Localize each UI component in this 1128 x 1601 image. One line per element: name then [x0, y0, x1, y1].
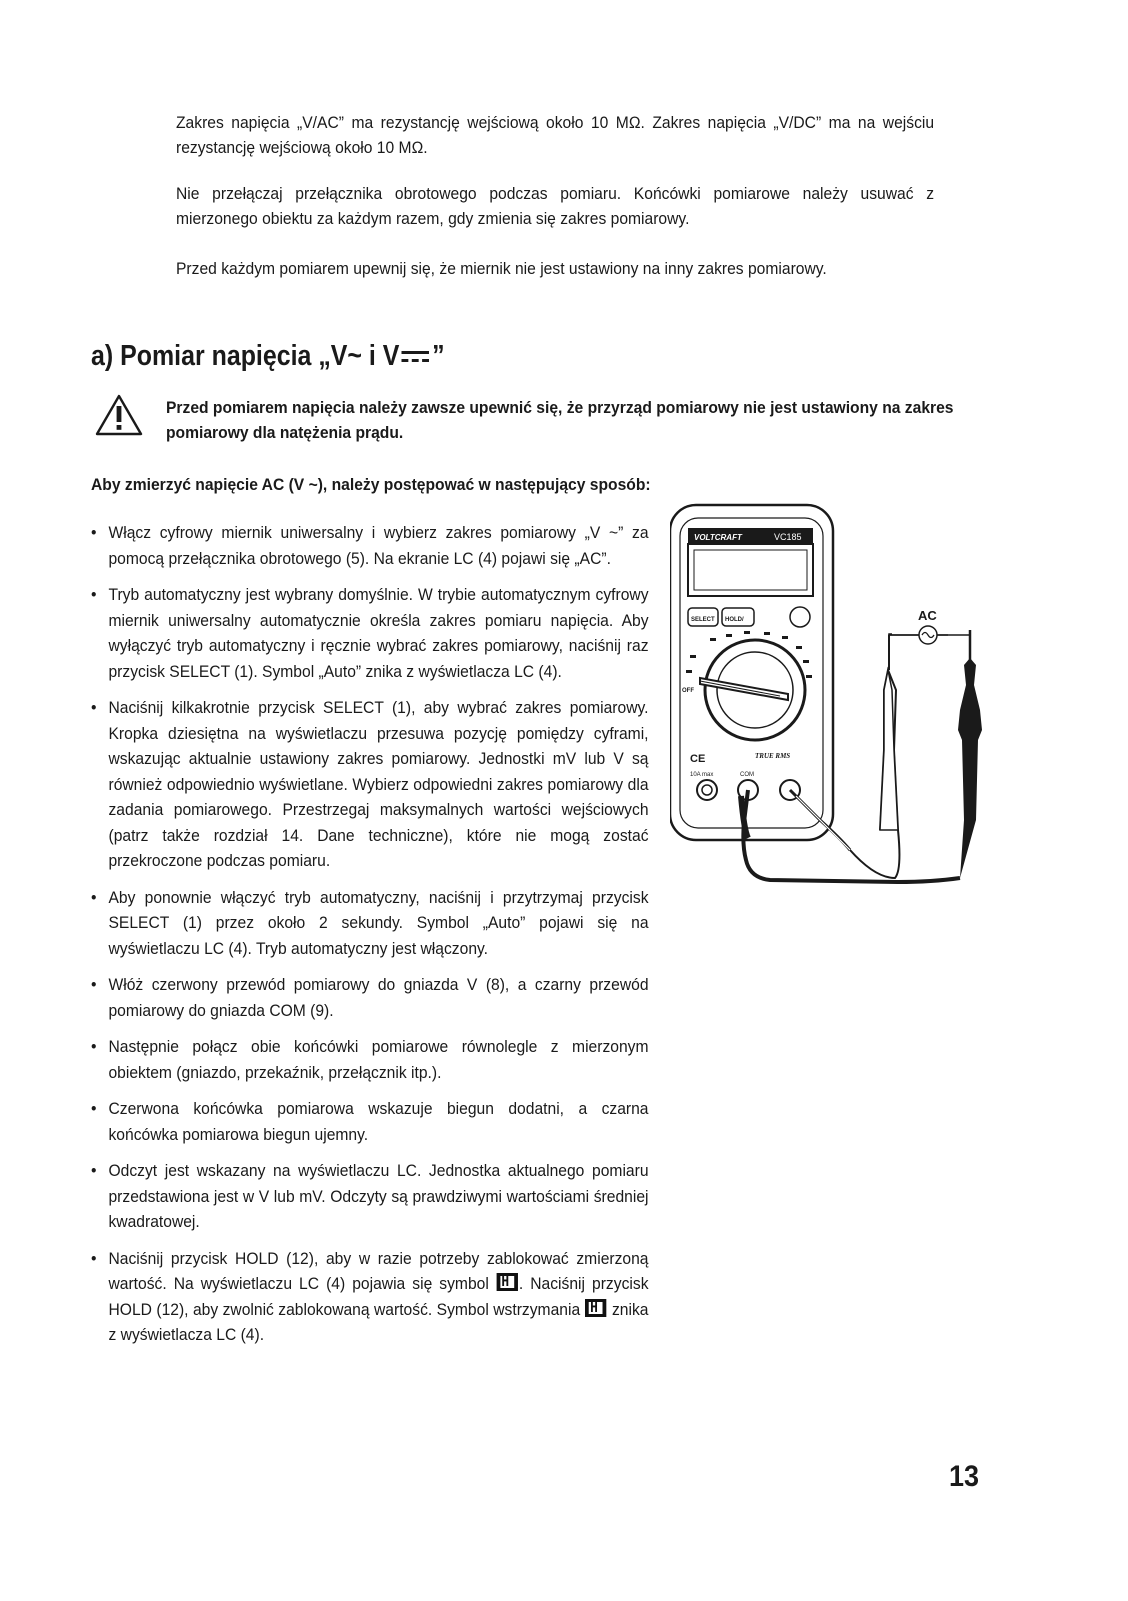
list-item: • Czerwona końcówka pomiarowa wskazuje biegun dodatni, a czarna końcówka pomiarowa biegun ujemny.: [91, 1096, 649, 1147]
list-item: • Włóż czerwony przewód pomiarowy do gniazda V (8), a czarny przewód pomiarowy do gniazda COM (9).: [91, 972, 649, 1023]
hold-step-text-1: Naciśnij przycisk HOLD (12), aby w razie potrzeby zablokować zmierzoną wartość. Na wyświetlaczu LC (4) pojawia się symbol: [108, 1248, 649, 1293]
section-title: [91, 340, 445, 373]
list-item: • Tryb automatyczny jest wybrany domyślnie. W trybie automatycznym cyfrowy miernik uniwersalny automatycznie określa zakres pomiaru napięcia. Aby wyłączyć tryb automatyczny i ręcznie wybrać zakres pomiarowy, naciśnij raz przycisk SELECT (1). Symbol „Auto” znika z wyświetlacza LC (4).: [91, 582, 649, 684]
dc-voltage-symbol-icon: [401, 348, 429, 366]
list-item: [91, 1246, 649, 1348]
jack-label-com: COM: [740, 772, 754, 778]
off-label: OFF: [682, 688, 694, 694]
procedure-steps: [91, 520, 649, 1359]
warning-text: Przed pomiarem napięcia należy zawsze upewnić się, że przyrząd pomiarowy nie jest ustawiony na zakres pomiarowy dla natężenia prądu.: [166, 398, 954, 442]
paragraph-input-resistance: Zakres napięcia „V/AC” ma rezystancję wejściową około 10 MΩ. Zakres napięcia „V/DC” ma na wejściu rezystancję wejściową około 10 MΩ.: [176, 113, 935, 157]
hold-step-text-3: znika z wyświetlacza LC (4).: [108, 1299, 649, 1344]
paragraph-check-range: Przed każdym pomiarem upewnij się, że miernik nie jest ustawiony na inny zakres pomiarowy.: [176, 259, 827, 278]
multimeter-illustration: [670, 500, 990, 900]
warning-triangle-icon: [94, 393, 144, 437]
hold-symbol-icon: [497, 1273, 518, 1291]
page-number: 13: [949, 1460, 980, 1493]
true-rms-label: TRUE RMS: [755, 752, 791, 760]
hold-symbol-icon: [585, 1299, 606, 1317]
hold-button-label: HOLD/: [725, 617, 744, 623]
list-item: • Włącz cyfrowy miernik uniwersalny i wybierz zakres pomiarowy „V ~” za pomocą przełącznika obrotowego (5). Na ekranie LC (4) pojawi się „AC”.: [91, 520, 649, 571]
meter-model-label: VC185: [774, 532, 802, 542]
paragraph-rotary-switch: Nie przełączaj przełącznika obrotowego podczas pomiaru. Końcówki pomiarowe należy usuwać z mierzonego obiektu za każdym razem, gdy zmienia się zakres pomiarowy.: [176, 184, 935, 228]
list-item: • Naciśnij kilkakrotnie przycisk SELECT (1), aby wybrać zakres pomiarowy. Kropka dziesiętna na wyświetlaczu przesuwa pozycję pomiędzy cyframi, wskazując aktualnie ustawiony zakres pomiarowy. Jednostki mV lub V są również odpowiednio wyświetlane. Wybierz odpowiedni zakres pomiarowy dla zadania pomiarowego. Przestrzegaj maksymalnych wartości wejściowych (patrz także rozdział 14. Dane techniczne), które nie mogą zostać przekroczone podczas pomiaru.: [91, 695, 649, 874]
section-title-text: a) Pomiar napięcia „V~ i V: [91, 340, 400, 372]
ac-source-label: AC: [918, 608, 937, 623]
section-title-close-quote: ”: [432, 340, 445, 372]
hold-step-text-2: . Naciśnij przycisk HOLD (12), aby zwolnić zablokowaną wartość. Symbol wstrzymania: [108, 1274, 649, 1319]
list-item: • Aby ponownie włączyć tryb automatyczny, naciśnij i przytrzymaj przycisk SELECT (1) przez około 2 sekundy. Symbol „Auto” pojawi się na wyświetlaczu LC (4). Tryb automatyczny jest włączony.: [91, 885, 649, 962]
select-button-label: SELECT: [691, 617, 715, 623]
jack-label-10a: 10A max: [690, 772, 714, 778]
meter-brand-label: VOLTCRAFT: [694, 533, 742, 542]
list-item: • Odczyt jest wskazany na wyświetlaczu LC. Jednostka aktualnego pomiaru przedstawiona jest w V lub mV. Odczyty są prawdziwymi wartościami średniej kwadratowej.: [91, 1158, 649, 1235]
list-item: • Następnie połącz obie końcówki pomiarowe równolegle z mierzonym obiektem (gniazdo, przekaźnik, przełącznik itp.).: [91, 1034, 649, 1085]
procedure-intro: Aby zmierzyć napięcie AC (V ~), należy postępować w następujący sposób:: [91, 475, 651, 494]
ce-mark: CE: [690, 753, 706, 765]
